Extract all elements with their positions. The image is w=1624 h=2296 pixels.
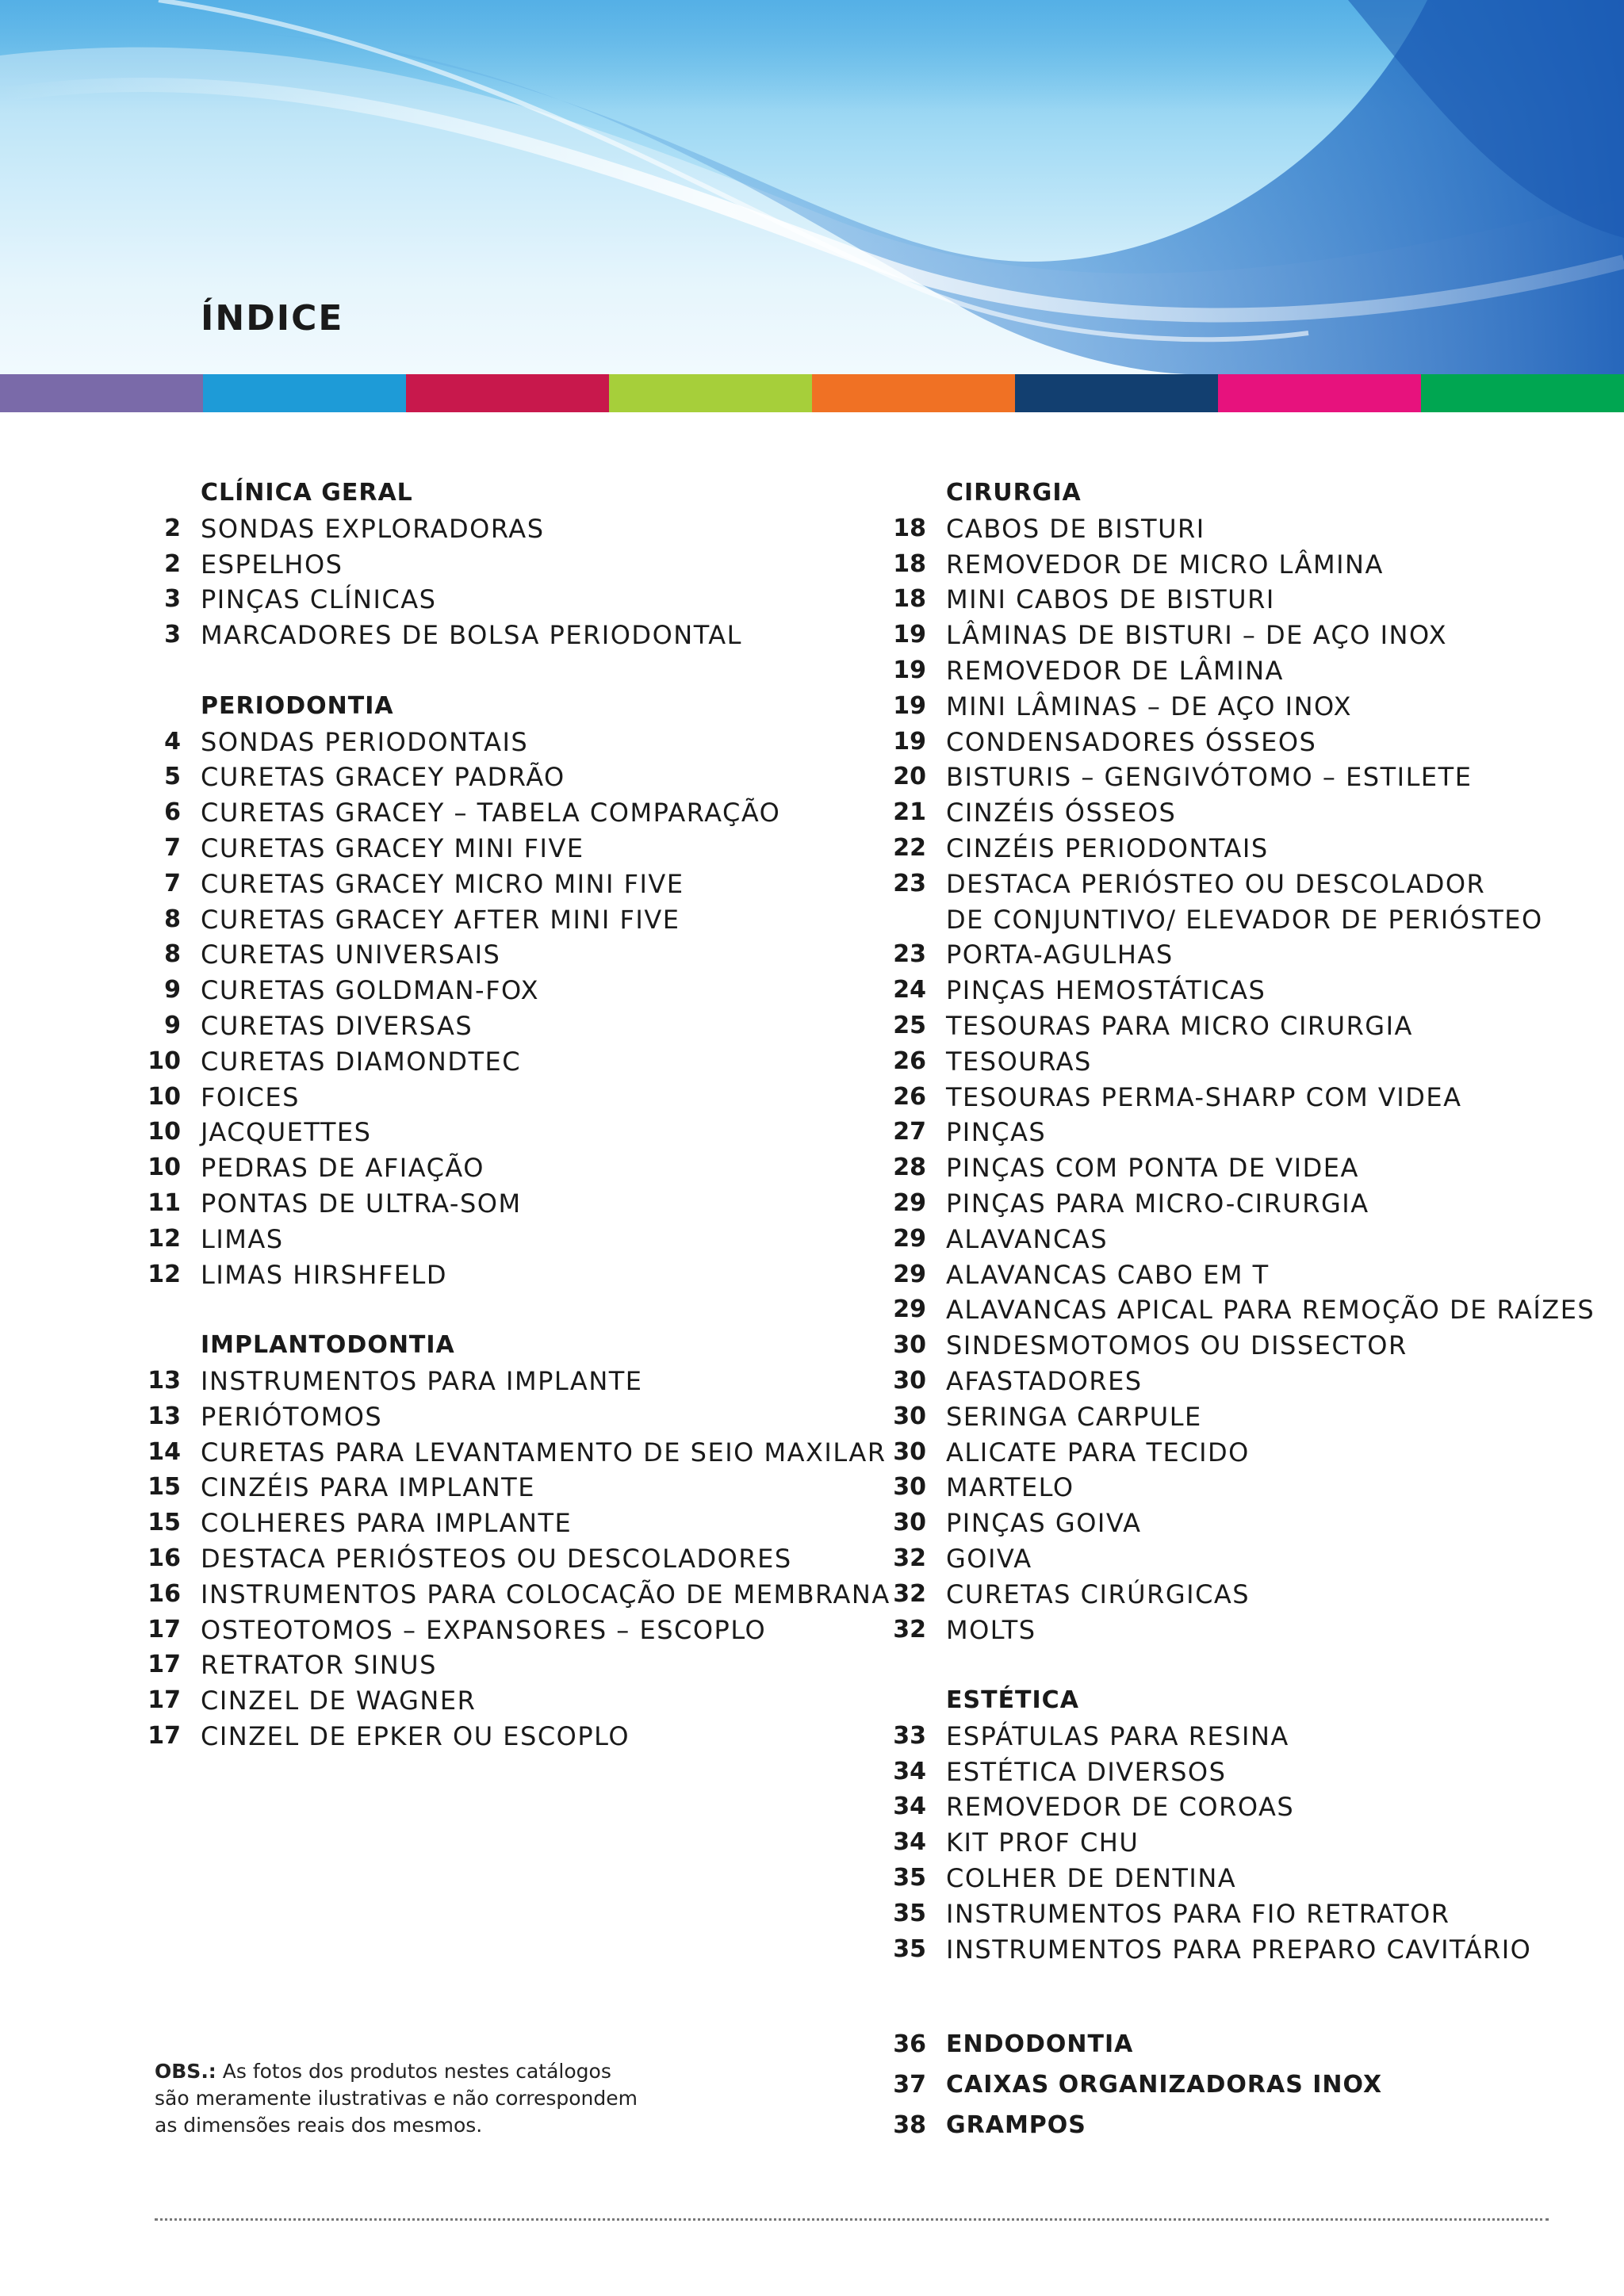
index-entry[interactable]: [127, 1719, 841, 1755]
page-number: 17: [147, 1651, 181, 1679]
page-number: 16: [147, 1544, 181, 1572]
entry-label: PORTA-AGULHAS: [946, 939, 1174, 970]
color-stripe-segment: [0, 374, 203, 412]
section-title: PERIODONTIA: [201, 691, 394, 720]
entry-label: INSTRUMENTOS PARA FIO RETRATOR: [946, 1898, 1450, 1929]
index-section: [872, 476, 1595, 1647]
entry-label: DESTACA PERIÓSTEOS OU DESCOLADORES: [201, 1543, 792, 1574]
note-line: As fotos dos produtos nestes catálogos: [222, 2060, 611, 2083]
page-number: 8: [164, 940, 181, 969]
page-number: 29: [893, 1224, 926, 1253]
page-number: 38: [893, 2111, 926, 2139]
index-entry[interactable]: [872, 689, 1586, 725]
entry-label: INSTRUMENTOS PARA COLOCAÇÃO DE MEMBRANA: [201, 1578, 891, 1609]
index-column-right: [872, 476, 1595, 2003]
index-entry[interactable]: [872, 582, 1586, 618]
index-entry[interactable]: [872, 511, 1586, 547]
entry-label: ALAVANCAS: [946, 1223, 1109, 1254]
page-number: 2: [164, 549, 181, 578]
index-entry[interactable]: [127, 1044, 841, 1080]
entry-label: LIMAS HIRSHFELD: [201, 1259, 447, 1290]
page-number: 9: [164, 1011, 181, 1039]
color-stripe-segment: [203, 374, 406, 412]
page-number: 9: [164, 976, 181, 1004]
page-number: 12: [147, 1224, 181, 1253]
entry-label: CURETAS GOLDMAN-FOX: [201, 975, 540, 1006]
index-entry[interactable]: [127, 511, 841, 547]
section-title: IMPLANTODONTIA: [201, 1331, 455, 1360]
index-section: [127, 1328, 891, 1755]
index-entry[interactable]: [127, 1150, 841, 1186]
index-entry[interactable]: [127, 1008, 841, 1044]
page-number: 30: [893, 1331, 926, 1360]
page-number: 16: [147, 1579, 181, 1608]
color-stripe-segment: [812, 374, 1015, 412]
entry-label: CURETAS UNIVERSAIS: [201, 939, 501, 970]
page-number: 19: [893, 656, 926, 684]
color-stripe-segment: [1015, 374, 1218, 412]
entry-label: OSTEOTOMOS – EXPANSORES – ESCOPLO: [201, 1614, 767, 1645]
index-entry[interactable]: [127, 1506, 841, 1541]
entry-label: COLHERES PARA IMPLANTE: [201, 1508, 573, 1539]
index-column-left: [127, 476, 891, 1789]
page-number: 13: [147, 1402, 181, 1430]
entry-label: CINZÉIS PARA IMPLANTE: [201, 1472, 535, 1503]
index-entry[interactable]: [872, 1044, 1586, 1080]
index-entry[interactable]: [127, 1364, 841, 1399]
index-entry[interactable]: [872, 725, 1586, 760]
index-entry[interactable]: [127, 1222, 841, 1257]
page-number: 32: [893, 1544, 926, 1572]
page-number: 26: [893, 1082, 926, 1111]
entry-label: SONDAS PERIODONTAIS: [201, 726, 529, 757]
index-section: [872, 1683, 1586, 1967]
index-entry[interactable]: [872, 1115, 1586, 1150]
page-number: 10: [147, 1118, 181, 1146]
index-entry[interactable]: [872, 2027, 1586, 2068]
index-entry[interactable]: [872, 1825, 1586, 1861]
index-entry[interactable]: [872, 1399, 1586, 1435]
page-number: 24: [893, 976, 926, 1004]
index-entry[interactable]: [127, 1541, 841, 1577]
page-number: 36: [893, 2030, 926, 2058]
disclaimer-note: [155, 2058, 710, 2139]
entry-label: RETRATOR SINUS: [201, 1650, 437, 1681]
index-entry[interactable]: [872, 1222, 1586, 1257]
entry-label: ESTÉTICA DIVERSOS: [946, 1756, 1227, 1787]
entry-label: MARCADORES DE BOLSA PERIODONTAL: [201, 620, 742, 651]
entry-label: CURETAS GRACEY MICRO MINI FIVE: [201, 868, 684, 899]
color-stripe-segment: [609, 374, 812, 412]
entry-label: CINZEL DE EPKER OU ESCOPLO: [201, 1720, 630, 1751]
entry-label: TESOURAS PARA MICRO CIRURGIA: [946, 1010, 1413, 1041]
page-number: 10: [147, 1047, 181, 1075]
page-number: 3: [164, 621, 181, 649]
entry-label: CINZÉIS PERIODONTAIS: [946, 832, 1269, 863]
section-title: CIRURGIA: [946, 479, 1082, 507]
entry-label: MOLTS: [946, 1614, 1036, 1645]
index-entry[interactable]: [872, 1150, 1586, 1186]
page-number: 20: [893, 763, 926, 791]
page-number: 18: [893, 549, 926, 578]
page-number: 19: [893, 621, 926, 649]
page-number: 28: [893, 1154, 926, 1182]
color-stripe-segment: [406, 374, 609, 412]
page-number: 17: [147, 1721, 181, 1750]
page-number: 10: [147, 1154, 181, 1182]
page-number: 30: [893, 1509, 926, 1537]
page-number: 30: [893, 1366, 926, 1395]
entry-label: ALICATE PARA TECIDO: [946, 1437, 1250, 1468]
page-number: 35: [893, 1934, 926, 1963]
entry-label: CINZÉIS ÓSSEOS: [946, 798, 1177, 828]
index-entry[interactable]: [127, 1257, 841, 1293]
entry-label: CURETAS DIVERSAS: [201, 1010, 473, 1041]
entry-label: PERIÓTOMOS: [201, 1401, 383, 1432]
index-entry[interactable]: [872, 795, 1586, 831]
index-entry[interactable]: [127, 1399, 841, 1435]
page-number: 23: [893, 940, 926, 969]
section-title: CLÍNICA GERAL: [201, 479, 413, 507]
page-number: 19: [893, 691, 926, 720]
color-stripe-segment: [1421, 374, 1624, 412]
page-number: 14: [147, 1437, 181, 1466]
page-number: 25: [893, 1011, 926, 1039]
index-entry[interactable]: [127, 618, 841, 653]
page-number: 23: [893, 869, 926, 897]
page-number: 35: [893, 1899, 926, 1927]
entry-label: GRAMPOS: [946, 2111, 1086, 2139]
entry-label: CURETAS CIRÚRGICAS: [946, 1578, 1251, 1609]
page-number: 6: [164, 798, 181, 827]
page-number: 3: [164, 585, 181, 614]
entry-label: CURETAS GRACEY MINI FIVE: [201, 832, 584, 863]
page-number: 19: [893, 727, 926, 756]
index-entry[interactable]: [872, 547, 1586, 583]
page-number: 10: [147, 1082, 181, 1111]
index-entry[interactable]: [872, 1896, 1586, 1932]
entry-label: PINÇAS: [946, 1117, 1047, 1148]
note-label: OBS.:: [155, 2060, 216, 2083]
entry-label: PINÇAS HEMOSTÁTICAS: [946, 975, 1266, 1006]
index-entry[interactable]: [872, 1755, 1586, 1790]
entry-label: COLHER DE DENTINA: [946, 1863, 1237, 1894]
index-entry[interactable]: [127, 1115, 841, 1150]
page-number: 34: [893, 1757, 926, 1785]
page-number: 5: [164, 763, 181, 791]
index-entry[interactable]: [127, 1683, 841, 1719]
index-entry[interactable]: [872, 1789, 1586, 1825]
entry-label: SERINGA CARPULE: [946, 1401, 1202, 1432]
index-entry[interactable]: [872, 937, 1586, 973]
page-number: 32: [893, 1579, 926, 1608]
entry-label: CABOS DE BISTURI: [946, 513, 1205, 544]
index-entry[interactable]: [872, 973, 1586, 1008]
entry-label: TESOURAS: [946, 1046, 1092, 1077]
page-number: 13: [147, 1366, 181, 1395]
page-number: 35: [893, 1864, 926, 1892]
footer-divider: [155, 2218, 1549, 2221]
page-number: 37: [893, 2071, 926, 2099]
page-number: 30: [893, 1402, 926, 1430]
entry-label: DE CONJUNTIVO/ ELEVADOR DE PERIÓSTEO: [946, 904, 1543, 935]
index-entry[interactable]: [127, 582, 841, 618]
entry-label: REMOVEDOR DE LÂMINA: [946, 655, 1284, 686]
entry-label: INSTRUMENTOS PARA IMPLANTE: [201, 1365, 643, 1396]
entry-label: PINÇAS GOIVA: [946, 1508, 1142, 1539]
entry-label: KIT PROF CHU: [946, 1827, 1139, 1858]
index-entry[interactable]: [127, 937, 841, 973]
entry-label: BISTURIS – GENGIVÓTOMO – ESTILETE: [946, 762, 1473, 793]
entry-label: DESTACA PERIÓSTEO OU DESCOLADOR: [946, 868, 1486, 899]
page-number: 15: [147, 1473, 181, 1502]
page-number: 27: [893, 1118, 926, 1146]
index-entry[interactable]: [872, 1328, 1586, 1364]
index-entry[interactable]: [872, 1719, 1586, 1755]
index-section: [127, 689, 841, 1293]
entry-label: JACQUETTES: [201, 1117, 372, 1148]
page-number: 12: [147, 1260, 181, 1288]
index-entry[interactable]: [127, 867, 841, 902]
page-number: 30: [893, 1473, 926, 1502]
index-entry[interactable]: [872, 1613, 1586, 1648]
index-entry[interactable]: [872, 1292, 1595, 1328]
entry-label: ESPÁTULAS PARA RESINA: [946, 1720, 1289, 1751]
index-entry[interactable]: [872, 1008, 1586, 1044]
page-number: 30: [893, 1437, 926, 1466]
page-number: 21: [893, 798, 926, 827]
page-number: 18: [893, 514, 926, 542]
entry-label: MINI CABOS DE BISTURI: [946, 584, 1275, 615]
entry-label: CURETAS GRACEY – TABELA COMPARAÇÃO: [201, 798, 781, 828]
index-entry[interactable]: [872, 2108, 1586, 2149]
index-entry[interactable]: [872, 1257, 1586, 1293]
entry-label: CINZEL DE WAGNER: [201, 1686, 477, 1716]
entry-label: CURETAS GRACEY AFTER MINI FIVE: [201, 904, 680, 935]
page-number: 29: [893, 1295, 926, 1324]
page-number: 2: [164, 514, 181, 542]
page-number: 32: [893, 1615, 926, 1644]
page-title: ÍNDICE: [201, 298, 344, 339]
index-entry[interactable]: [127, 547, 841, 583]
entry-label: SINDESMOTOMOS OU DISSECTOR: [946, 1330, 1408, 1361]
index-entry[interactable]: [127, 831, 841, 867]
entry-label: PEDRAS DE AFIAÇÃO: [201, 1153, 485, 1184]
page-number: 15: [147, 1509, 181, 1537]
entry-label: PONTAS DE ULTRA-SOM: [201, 1188, 522, 1219]
index-entry[interactable]: [127, 725, 841, 760]
index-entry[interactable]: [872, 1080, 1586, 1115]
entry-label: CAIXAS ORGANIZADORAS INOX: [946, 2071, 1383, 2099]
entry-label: CURETAS GRACEY PADRÃO: [201, 762, 565, 793]
index-entry[interactable]: [872, 1861, 1586, 1896]
index-extra-entries: [872, 2027, 1586, 2149]
index-entry[interactable]: [127, 1647, 841, 1683]
section-title: ESTÉTICA: [946, 1686, 1079, 1715]
entry-label: FOICES: [201, 1081, 300, 1112]
entry-label: MINI LÂMINAS – DE AÇO INOX: [946, 691, 1353, 721]
page-number: 29: [893, 1188, 926, 1217]
index-entry[interactable]: [127, 1186, 841, 1222]
index-entry[interactable]: [872, 653, 1586, 689]
index-entry[interactable]: [872, 1577, 1586, 1613]
page-number: 34: [893, 1828, 926, 1857]
index-entry[interactable]: [872, 1932, 1586, 1968]
page-number: 11: [147, 1188, 181, 1217]
color-stripe: [0, 374, 1624, 412]
page-number: 33: [893, 1721, 926, 1750]
index-entry[interactable]: [872, 760, 1586, 795]
index-section: [127, 476, 841, 653]
index-entry[interactable]: [872, 2068, 1586, 2108]
index-entry[interactable]: [872, 1541, 1586, 1577]
page-number: 8: [164, 905, 181, 933]
entry-label: CURETAS PARA LEVANTAMENTO DE SEIO MAXILAR: [201, 1437, 887, 1468]
entry-label: MARTELO: [946, 1472, 1074, 1503]
header-banner: [0, 0, 1624, 374]
index-entry[interactable]: [127, 795, 841, 831]
index-entry[interactable]: [872, 902, 1586, 938]
index-entry[interactable]: [872, 1506, 1586, 1541]
entry-label: PINÇAS COM PONTA DE VIDEA: [946, 1153, 1359, 1184]
entry-label: AFASTADORES: [946, 1365, 1143, 1396]
entry-label: CURETAS DIAMONDTEC: [201, 1046, 522, 1077]
entry-label: ALAVANCAS APICAL PARA REMOÇÃO DE RAÍZES: [946, 1295, 1595, 1326]
index-entry[interactable]: [872, 1364, 1586, 1399]
entry-label: PINÇAS CLÍNICAS: [201, 584, 437, 615]
index-entry[interactable]: [127, 1613, 841, 1648]
page-number: 4: [164, 727, 181, 756]
index-entry[interactable]: [872, 1186, 1586, 1222]
entry-label: INSTRUMENTOS PARA PREPARO CAVITÁRIO: [946, 1934, 1532, 1965]
index-entry[interactable]: [127, 1080, 841, 1115]
entry-label: ENDODONTIA: [946, 2030, 1134, 2058]
page-number: 17: [147, 1686, 181, 1715]
index-entry[interactable]: [127, 902, 841, 938]
index-entry[interactable]: [872, 1470, 1586, 1506]
index-entry[interactable]: [872, 1435, 1586, 1471]
entry-label: LÂMINAS DE BISTURI – DE AÇO INOX: [946, 620, 1448, 651]
color-stripe-segment: [1218, 374, 1421, 412]
entry-label: TESOURAS PERMA-SHARP COM VIDEA: [946, 1081, 1462, 1112]
entry-label: ALAVANCAS CABO EM T: [946, 1259, 1270, 1290]
entry-label: SONDAS EXPLORADORAS: [201, 513, 545, 544]
entry-label: LIMAS: [201, 1223, 284, 1254]
page-number: 34: [893, 1793, 926, 1821]
index-entry[interactable]: [127, 1470, 841, 1506]
page-number: 26: [893, 1047, 926, 1075]
index-entry[interactable]: [872, 618, 1586, 653]
index-entry[interactable]: [127, 1435, 887, 1471]
note-line: as dimensões reais dos mesmos.: [155, 2114, 483, 2137]
page-number: 7: [164, 869, 181, 897]
entry-label: REMOVEDOR DE MICRO LÂMINA: [946, 549, 1384, 580]
note-line: são meramente ilustrativas e não correspondem: [155, 2087, 638, 2110]
page-number: 22: [893, 833, 926, 862]
page-number: 7: [164, 833, 181, 862]
entry-label: CONDENSADORES ÓSSEOS: [946, 726, 1317, 757]
index-entry[interactable]: [127, 1577, 891, 1613]
index-entry[interactable]: [872, 867, 1586, 902]
page-number: 29: [893, 1260, 926, 1288]
page-number: 17: [147, 1615, 181, 1644]
page-number: 18: [893, 585, 926, 614]
index-entry[interactable]: [872, 831, 1586, 867]
entry-label: PINÇAS PARA MICRO-CIRURGIA: [946, 1188, 1369, 1219]
index-entry[interactable]: [127, 973, 841, 1008]
index-entry[interactable]: [127, 760, 841, 795]
entry-label: ESPELHOS: [201, 549, 343, 580]
entry-label: GOIVA: [946, 1543, 1032, 1574]
entry-label: REMOVEDOR DE COROAS: [946, 1792, 1295, 1823]
